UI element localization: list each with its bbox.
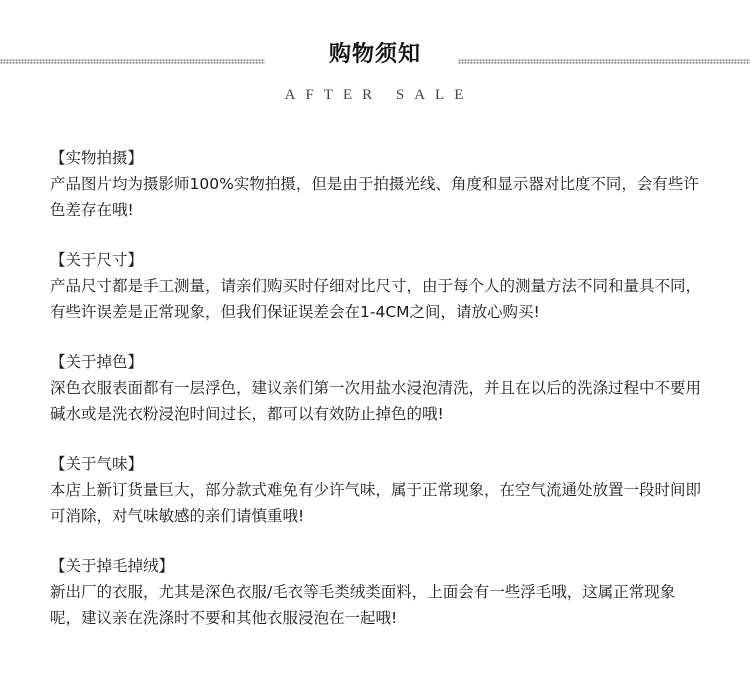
notice-sections [0,145,750,655]
page-header [0,0,750,110]
section-odor [0,451,750,529]
section-size [0,247,750,325]
section-body: 产品图片均为摄影师100%实物拍摄，但是由于拍摄光线、角度和显示器对比度不同，会有些许色差存在哦! [50,175,699,219]
section-body: 深色衣服表面都有一层浮色，建议亲们第一次用盐水浸泡清洗，并且在以后的洗涤过程中不要用碱水或是洗衣粉浸泡时间过长，都可以有效防止掉色的哦! [50,379,702,423]
section-body: 新出厂的衣服，尤其是深色衣服/毛衣等毛类绒类面料，上面会有一些浮毛哦，这属正常现象呢，建议亲在洗涤时不要和其他衣服浸泡在一起哦! [50,583,676,627]
section-fading [0,349,750,427]
page-subtitle: AFTER SALE [284,87,474,103]
section-photography [0,145,750,223]
section-title: 【关于气味】 [50,455,144,473]
section-body: 产品尺寸都是手工测量，请亲们购买时仔细对比尺寸，由于每个人的测量方法不同和量具不同，有些许误差是正常现象，但我们保证误差会在1-4CM之间，请放心购买! [50,277,702,321]
section-title: 【关于掉毛掉绒】 [50,557,175,575]
section-title: 【实物拍摄】 [50,149,144,167]
section-body: 本店上新订货量巨大，部分款式难免有少许气味，属于正常现象，在空气流通处放置一段时间即可消除，对气味敏感的亲们请慎重哦! [50,481,702,525]
page-title: 购物须知 [328,42,421,67]
section-title: 【关于尺寸】 [50,251,144,269]
dotted-divider-right [458,59,750,64]
section-title: 【关于掉色】 [50,353,144,371]
section-lint [0,553,750,631]
